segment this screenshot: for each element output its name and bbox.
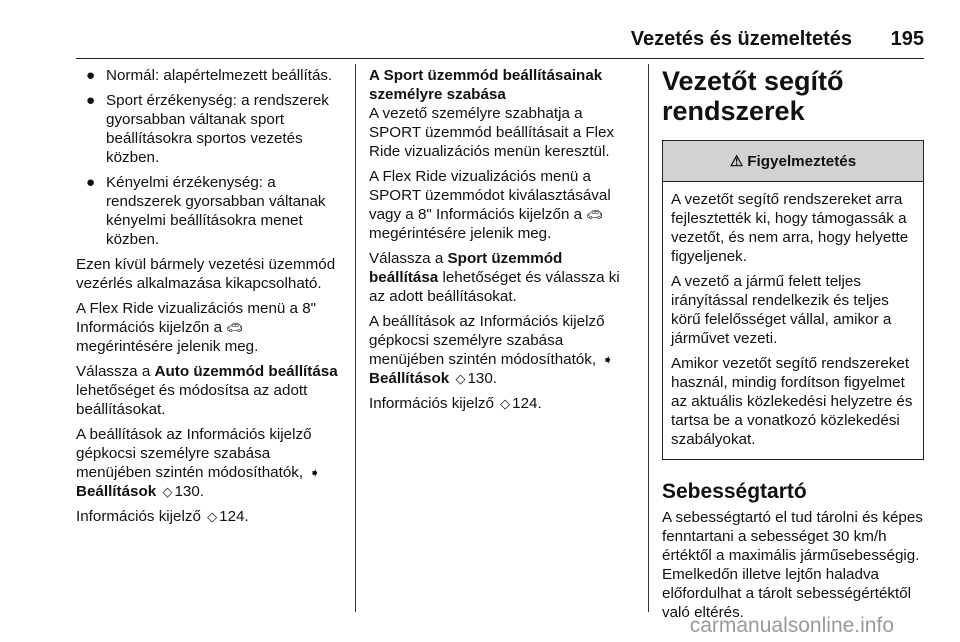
arrow-right-icon: ➧ bbox=[602, 352, 614, 367]
watermark: carmanualsonline.info bbox=[689, 614, 894, 637]
mode-list bbox=[76, 66, 342, 249]
column-1 bbox=[76, 66, 342, 532]
paragraph: A beállítások az Információs kijelző gépkocsi személyre szabása menüjében szintén módosíthatók, ➧ Beállítások ◇ 130. bbox=[76, 426, 321, 500]
paragraph: Információs kijelző ◇ 124. bbox=[76, 508, 249, 525]
column-2 bbox=[369, 66, 635, 419]
menu-term: Auto üzemmód beállítása bbox=[154, 363, 338, 380]
warning-triangle-icon: ⚠ bbox=[729, 152, 744, 170]
warning-body bbox=[663, 182, 923, 459]
car-icon: 🚗︎ bbox=[586, 207, 603, 222]
menu-term: Sport üzemmód beállítása bbox=[369, 250, 563, 286]
page-reference-icon: ◇ bbox=[500, 396, 511, 411]
page-reference-icon: ◇ bbox=[455, 371, 466, 386]
page-header bbox=[0, 24, 960, 54]
bullet-icon: ● bbox=[86, 67, 96, 84]
header-rule bbox=[76, 58, 924, 59]
chapter-heading: Vezetőt segítő rendszerek bbox=[662, 66, 844, 126]
page-reference-icon: ◇ bbox=[207, 509, 218, 524]
column-divider-1 bbox=[355, 64, 356, 612]
column-3 bbox=[662, 66, 924, 628]
list-item: ● Normál: alapértelmezett beállítás. bbox=[86, 67, 333, 84]
warning-paragraph: Amikor vezetőt segítő rendszereket használ, mindig fordítson figyelmet az aktuális közlekedési helyzetre és tartsa be a vonatkozó közlekedési szabályokat. bbox=[671, 355, 913, 448]
list-item: ● Sport érzékenység: a rendszerek gyorsabban váltanak sport beállításokra sportos vezetés közben. bbox=[86, 92, 329, 166]
paragraph: Ezen kívül bármely vezetési üzemmód vezérlés alkalmazása kikapcsolható. bbox=[76, 256, 336, 292]
page-number: 195 bbox=[890, 28, 924, 50]
paragraph: A Flex Ride vizualizációs menü a SPORT üzemmódot kiválasztásával vagy a 8" Információs kijelzőn a 🚗︎ megérintésére jelenik meg. bbox=[369, 168, 611, 242]
paragraph: A beállítások az Információs kijelző gépkocsi személyre szabása menüjében szintén módosíthatók, ➧ Beállítások ◇ 130. bbox=[369, 313, 614, 387]
warning-box bbox=[662, 140, 924, 460]
menu-term: Beállítások bbox=[76, 483, 157, 500]
section-heading: A Sport üzemmód beállításainak személyre szabása bbox=[369, 67, 603, 103]
paragraph: Válassza a Sport üzemmód beállítása lehetőséget és válassza ki az adott beállításokat. bbox=[369, 250, 620, 305]
paragraph: A Flex Ride vizualizációs menü a 8" Információs kijelzőn a 🚗︎ megérintésére jelenik meg. bbox=[76, 300, 317, 355]
bullet-icon: ● bbox=[86, 174, 96, 191]
warning-paragraph: A vezető a jármű felett teljes irányítással rendelkezik és teljes körű felelősséget vállal, amikor a járművet vezeti. bbox=[671, 273, 892, 347]
paragraph: Válassza a Auto üzemmód beállítása lehetőséget és módosítsa az adott beállításokat. bbox=[76, 363, 338, 418]
column-divider-2 bbox=[648, 64, 649, 612]
car-icon: 🚗︎ bbox=[226, 320, 243, 335]
arrow-right-icon: ➧ bbox=[309, 465, 321, 480]
paragraph: Információs kijelző ◇ 124. bbox=[369, 395, 542, 412]
menu-term: Beállítások bbox=[369, 370, 450, 387]
paragraph: A sebességtartó el tud tárolni és képes fenntartani a sebességet 30 km/h értéktől a maximális járműsebességig. Emelkedőn illetve lejtőn haladva előfordulhat a tárolt sebességértéktől való eltérés. bbox=[662, 509, 923, 621]
bullet-icon: ● bbox=[86, 92, 96, 109]
paragraph: A vezető személyre szabhatja a SPORT üzemmód beállításait a Flex Ride vizualizációs menün keresztül. bbox=[369, 105, 615, 160]
warning-title: Figyelmeztetés bbox=[747, 152, 857, 170]
warning-header bbox=[663, 141, 923, 182]
list-item: ● Kényelmi érzékenység: a rendszerek gyorsabban váltanak kényelmi beállításokra menet közben. bbox=[86, 174, 326, 248]
warning-paragraph: A vezetőt segítő rendszereket arra fejlesztették ki, hogy támogassák a vezetőt, és nem arra, hogy helyette figyeljenek. bbox=[671, 191, 909, 265]
page-reference-icon: ◇ bbox=[162, 484, 173, 499]
header-title: Vezetés és üzemeltetés bbox=[630, 28, 852, 50]
section-heading: Sebességtartó bbox=[662, 480, 807, 503]
